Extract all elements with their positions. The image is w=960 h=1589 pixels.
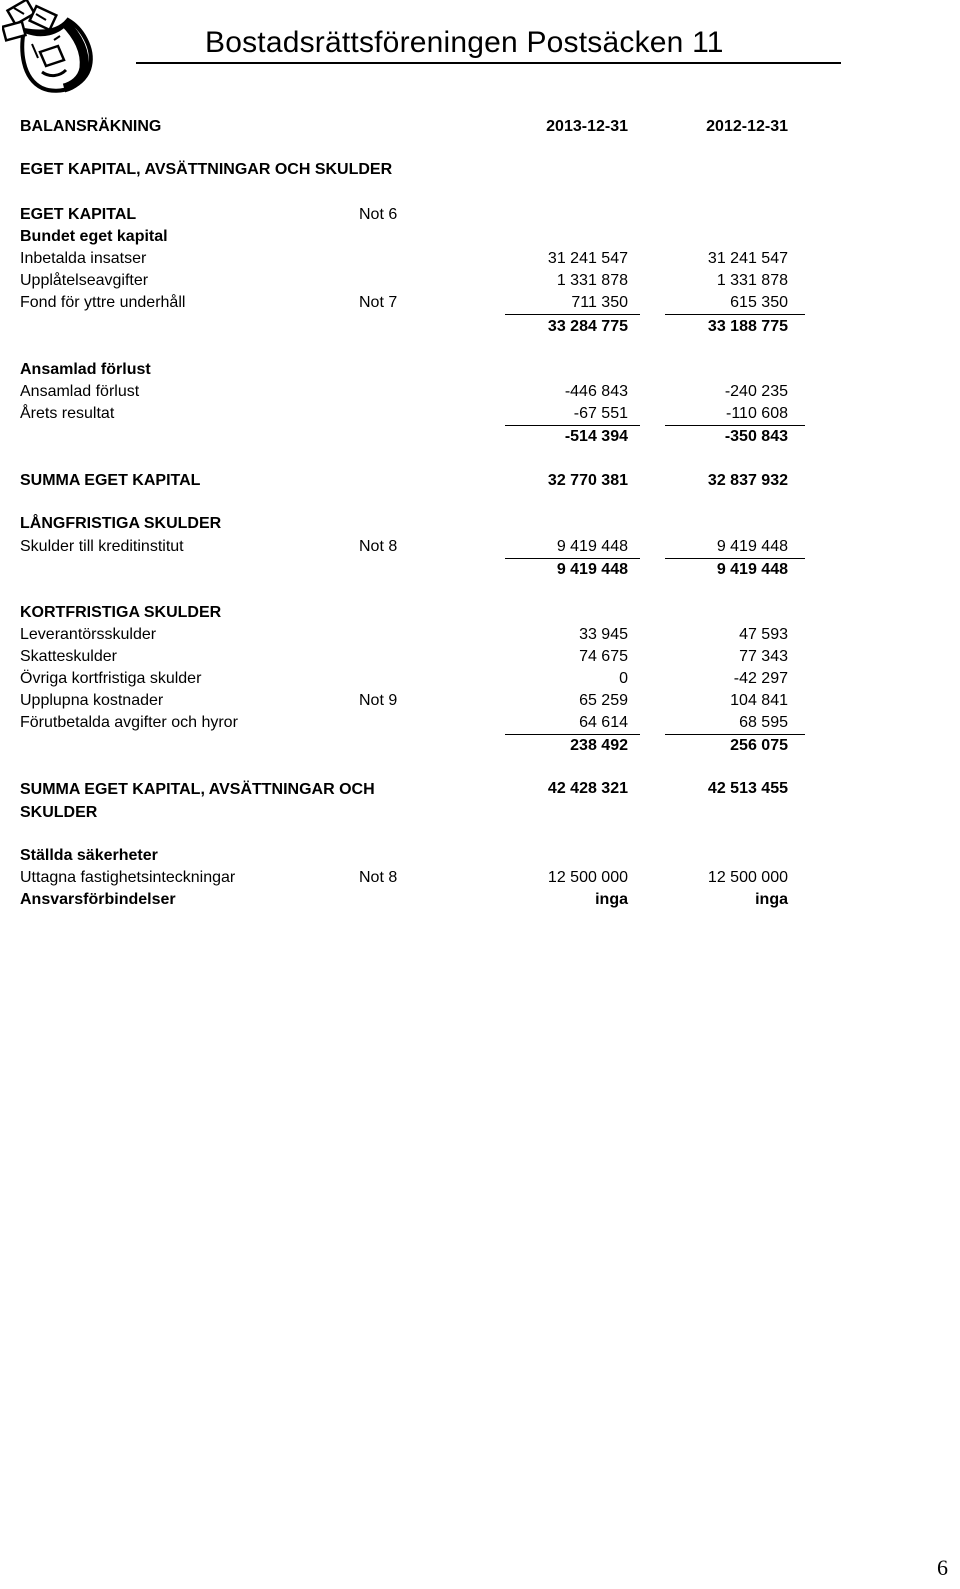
subtotal-rule bbox=[505, 314, 640, 315]
value-2013: 64 614 bbox=[579, 714, 628, 731]
row-label: EGET KAPITAL, AVSÄTTNINGAR OCH SKULDER bbox=[20, 161, 393, 178]
value-2012: 77 343 bbox=[739, 648, 788, 665]
page-number: 6 bbox=[937, 1555, 948, 1580]
value-2012: 12 500 000 bbox=[707, 869, 788, 886]
value-2012: inga bbox=[755, 891, 788, 908]
value-2012: 9 419 448 bbox=[716, 538, 788, 555]
value-2012: 9 419 448 bbox=[716, 561, 788, 578]
subsection-heading bbox=[0, 359, 960, 381]
section-heading bbox=[0, 513, 960, 535]
note-ref: Not 6 bbox=[359, 206, 398, 223]
row-label: Skulder till kreditinstitut bbox=[20, 538, 184, 555]
value-2013: inga bbox=[595, 891, 628, 908]
row-label: Ansamlad förlust bbox=[20, 383, 140, 400]
value-2012: 31 241 547 bbox=[707, 250, 788, 267]
value-2012: -42 297 bbox=[733, 670, 788, 687]
subtotal-row bbox=[0, 316, 960, 338]
value-2013: 31 241 547 bbox=[547, 250, 628, 267]
value-2013: 12 500 000 bbox=[547, 869, 628, 886]
table-row bbox=[0, 248, 960, 270]
value-2013: 0 bbox=[619, 670, 628, 687]
column-header-2012: 2012-12-31 bbox=[706, 118, 788, 135]
table-row bbox=[0, 381, 960, 403]
table-row bbox=[0, 668, 960, 690]
value-2013: 1 331 878 bbox=[556, 272, 628, 289]
subtotal-rule bbox=[665, 314, 805, 315]
value-2013: 74 675 bbox=[579, 648, 628, 665]
value-2012: 256 075 bbox=[730, 737, 788, 754]
table-row bbox=[0, 646, 960, 668]
row-label: Skatteskulder bbox=[20, 648, 117, 665]
note-ref: Not 8 bbox=[359, 869, 398, 886]
section-heading bbox=[0, 204, 960, 226]
value-2013: 65 259 bbox=[579, 692, 628, 709]
grand-total-row bbox=[0, 778, 960, 821]
value-2012: 68 595 bbox=[739, 714, 788, 731]
section-heading bbox=[0, 159, 960, 181]
section-heading bbox=[0, 845, 960, 867]
subtotal-row bbox=[0, 426, 960, 448]
value-2012: -350 843 bbox=[724, 428, 788, 445]
row-label: Uttagna fastighetsinteckningar bbox=[20, 869, 236, 886]
value-2013: -446 843 bbox=[564, 383, 628, 400]
note-ref: Not 7 bbox=[359, 294, 398, 311]
row-label: Övriga kortfristiga skulder bbox=[20, 670, 202, 687]
value-2013: 9 419 448 bbox=[556, 561, 628, 578]
table-row bbox=[0, 270, 960, 292]
row-label: Ansvarsförbindelser bbox=[20, 891, 176, 908]
section-heading bbox=[0, 602, 960, 624]
value-2012: 33 188 775 bbox=[707, 318, 788, 335]
subsection-heading bbox=[0, 226, 960, 248]
value-2013: 32 770 381 bbox=[547, 472, 628, 489]
value-2013: 238 492 bbox=[570, 737, 628, 754]
value-2013: 711 350 bbox=[571, 294, 628, 311]
value-2013: 33 284 775 bbox=[547, 318, 628, 335]
value-2013: -67 551 bbox=[573, 405, 628, 422]
row-label: Fond för yttre underhåll bbox=[20, 294, 186, 311]
table-row bbox=[0, 712, 960, 734]
value-2012: 1 331 878 bbox=[716, 272, 788, 289]
note-ref: Not 8 bbox=[359, 538, 398, 555]
row-label: Upplåtelseavgifter bbox=[20, 272, 149, 289]
value-2012: 104 841 bbox=[730, 692, 788, 709]
value-2013: 9 419 448 bbox=[556, 538, 628, 555]
note-ref: Not 9 bbox=[359, 692, 398, 709]
row-label: Ställda säkerheter bbox=[20, 847, 158, 864]
table-row bbox=[0, 867, 960, 889]
column-header-row bbox=[0, 116, 960, 138]
subtotal-row bbox=[0, 735, 960, 757]
mailbag-logo-icon bbox=[2, 0, 102, 98]
row-label: KORTFRISTIGA SKULDER bbox=[20, 604, 222, 621]
table-row bbox=[0, 536, 960, 558]
row-label: Årets resultat bbox=[20, 405, 115, 422]
value-2012: -110 608 bbox=[726, 405, 788, 422]
row-label: Förutbetalda avgifter och hyror bbox=[20, 714, 238, 731]
value-2012: -240 235 bbox=[724, 383, 788, 400]
value-2012: 32 837 932 bbox=[707, 472, 788, 489]
value-2013: -514 394 bbox=[564, 428, 628, 445]
column-header-2013: 2013-12-31 bbox=[546, 118, 628, 135]
value-2012: 42 513 455 bbox=[707, 780, 788, 797]
row-label: Bundet eget kapital bbox=[20, 228, 168, 245]
table-row bbox=[0, 292, 960, 314]
value-2012: 47 593 bbox=[739, 626, 788, 643]
table-row bbox=[0, 889, 960, 911]
table-row bbox=[0, 624, 960, 646]
row-label: LÅNGFRISTIGA SKULDER bbox=[20, 515, 222, 532]
row-label: Ansamlad förlust bbox=[20, 361, 151, 378]
row-label: EGET KAPITAL bbox=[20, 206, 137, 223]
title-underline bbox=[136, 62, 841, 64]
table-row bbox=[0, 403, 960, 425]
document-title: Bostadsrättsföreningen Postsäcken 11 bbox=[205, 26, 724, 59]
statement-heading: BALANSRÄKNING bbox=[20, 118, 162, 135]
value-2013: 42 428 321 bbox=[547, 780, 628, 797]
subtotal-row bbox=[0, 559, 960, 581]
value-2012: 615 350 bbox=[730, 294, 788, 311]
total-row bbox=[0, 470, 960, 492]
row-label: SUMMA EGET KAPITAL bbox=[20, 472, 201, 489]
page-header bbox=[0, 0, 960, 80]
row-label: SUMMA EGET KAPITAL, AVSÄTTNINGAR OCH SKULDER bbox=[20, 781, 375, 821]
row-label: Upplupna kostnader bbox=[20, 692, 164, 709]
value-2013: 33 945 bbox=[579, 626, 628, 643]
row-label: Inbetalda insatser bbox=[20, 250, 147, 267]
table-row bbox=[0, 690, 960, 712]
row-label: Leverantörsskulder bbox=[20, 626, 157, 643]
